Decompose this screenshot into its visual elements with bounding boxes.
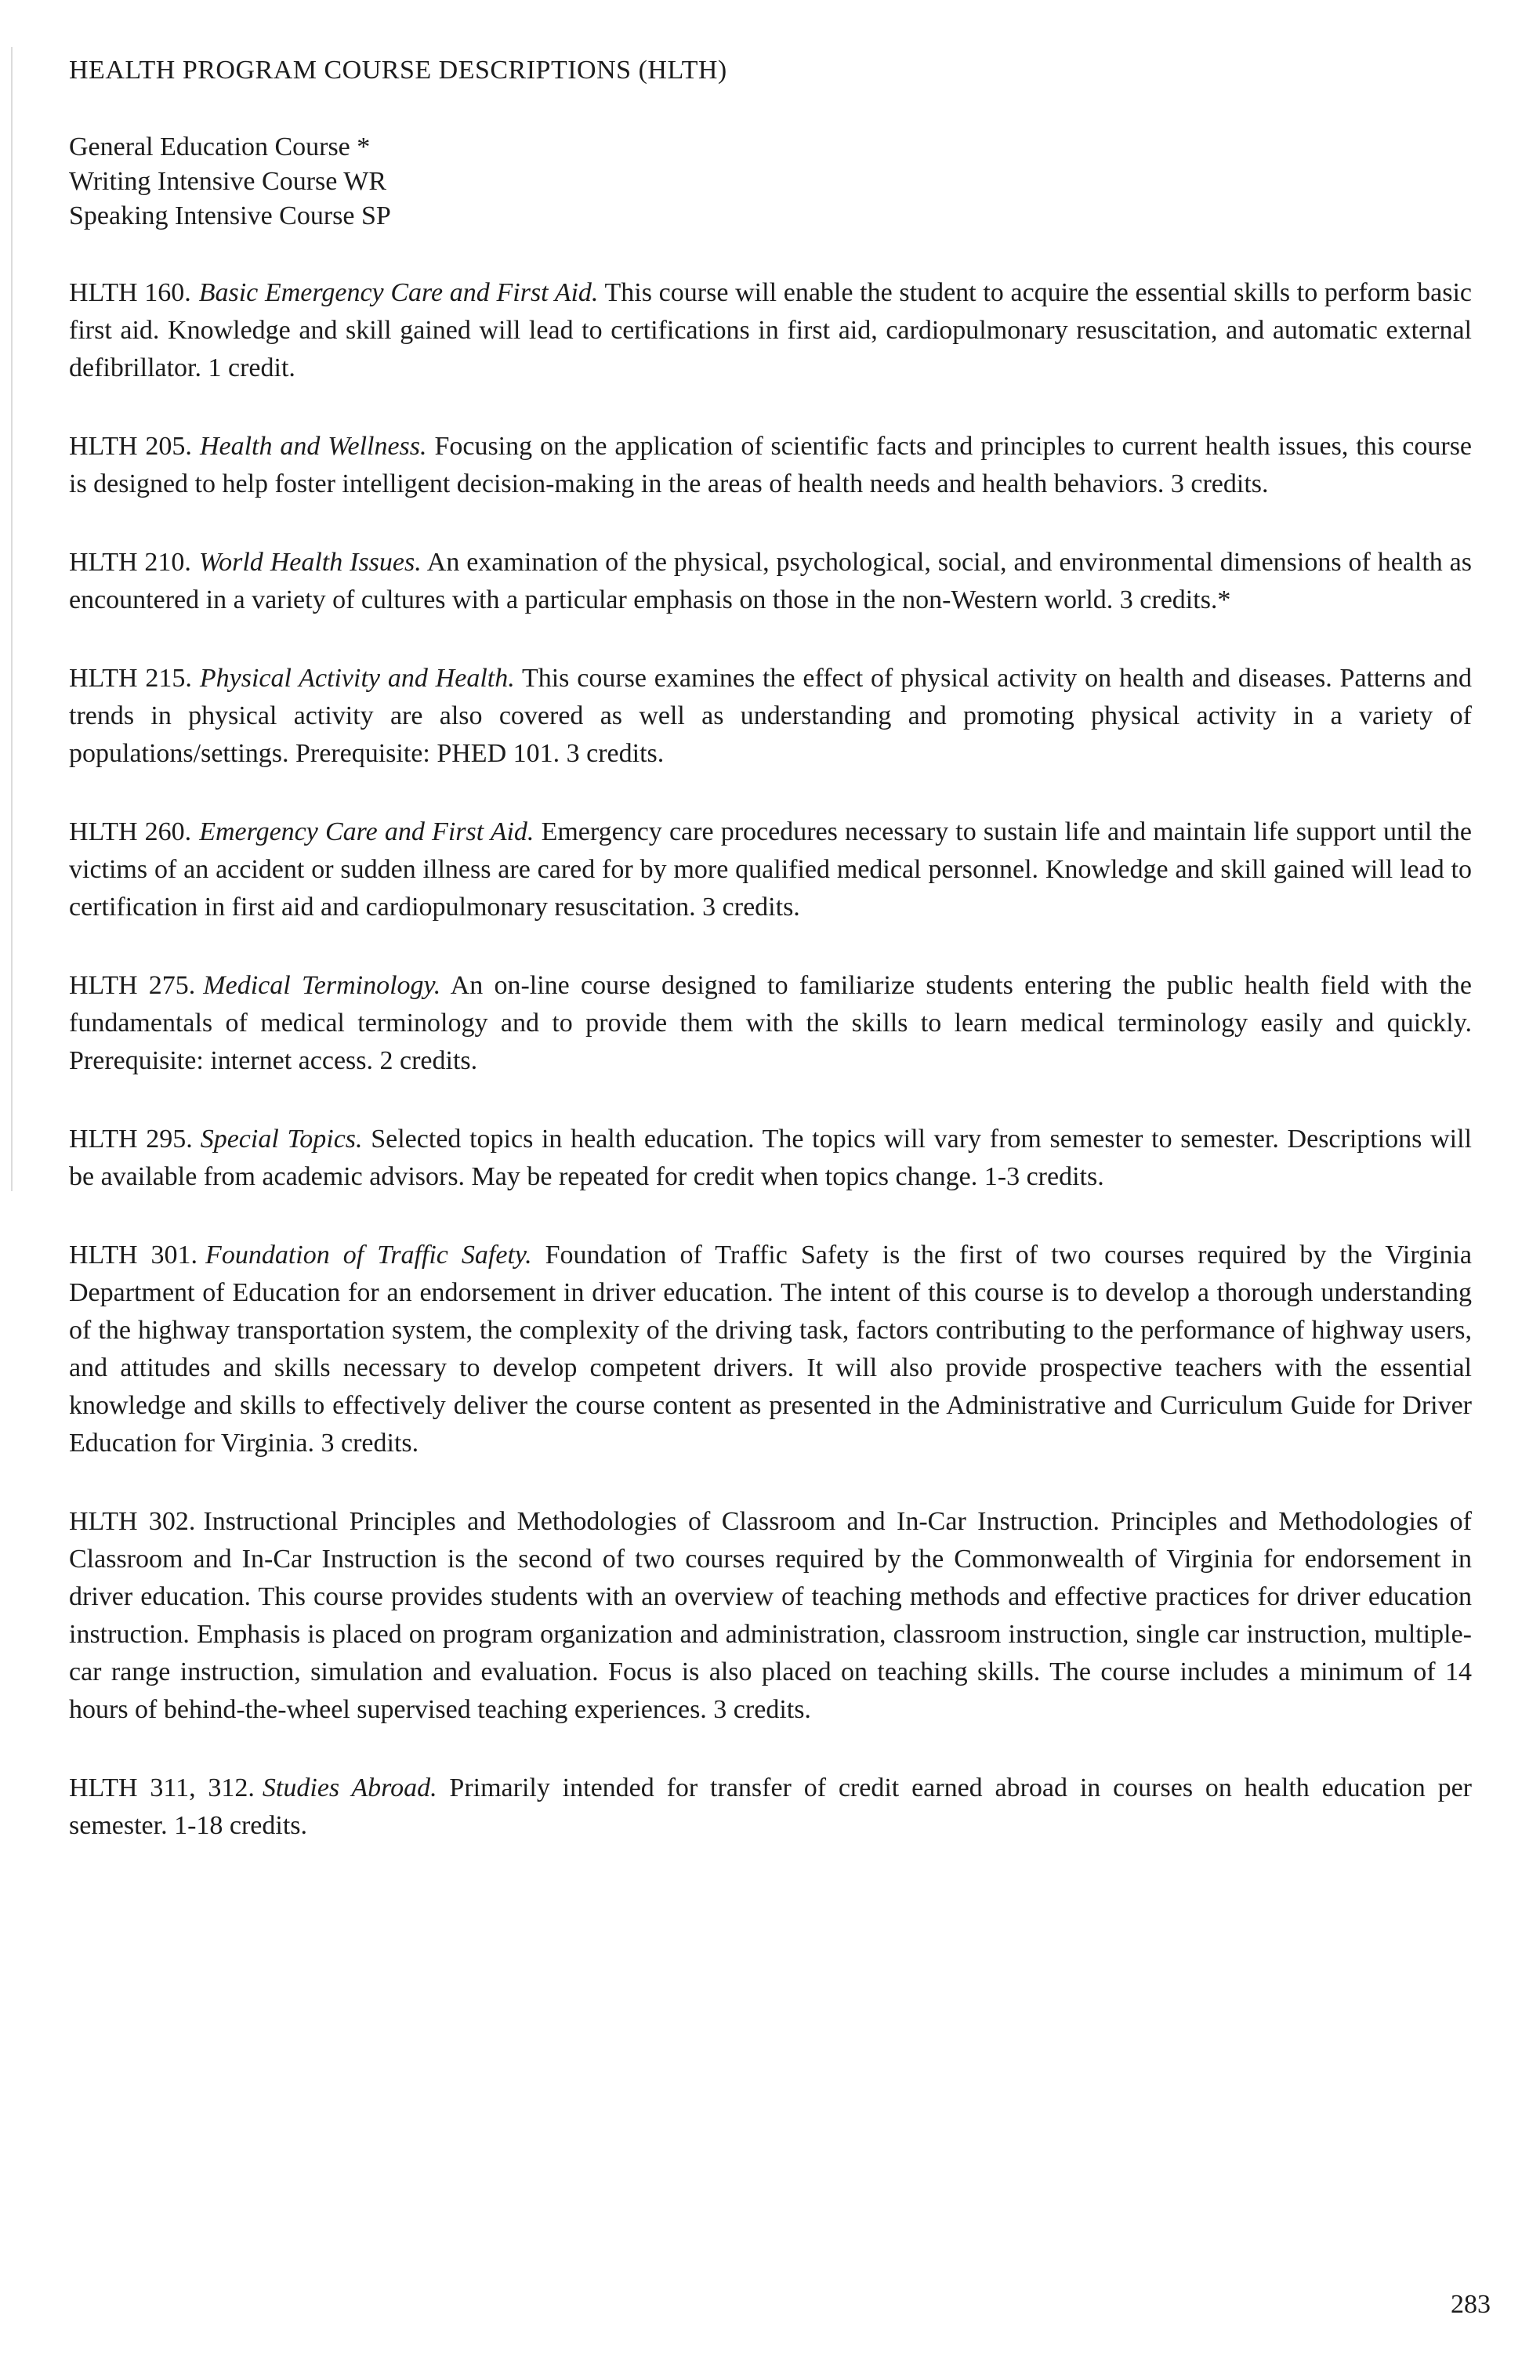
course-description: This course examines the effect of physical activity on health and diseases. Patterns and trends in physical activity are also covered as well as understanding and promoting physical activity in a variety of populations/settings. Prerequisite: PHED 101. 3 credits. [69, 664, 1473, 768]
course-code: HLTH 160. [69, 278, 191, 307]
course-catalog-page [69, 55, 1472, 1886]
course-code: HLTH 311, 312. [69, 1773, 255, 1802]
course-entry-hlth-275 [69, 967, 1472, 1080]
course-description: Instructional Principles and Methodologies of Classroom and In-Car Instruction. Principles and Methodologies of Classroom and In-Car Instruction is the second of two courses required by the Commonwealth of Virginia for endorsement in driver education. This course provides students with an overview of teaching methods and effective practices for driver education instruction. Emphasis is placed on program organization and administration, classroom instruction, single car instruction, multiple-car range instruction, simulation and evaluation. Focus is also placed on teaching skills. The course includes a minimum of 14 hours of behind-the-wheel supervised teaching experiences. 3 credits. [69, 1507, 1472, 1724]
legend-writing-intensive: Writing Intensive Course WR [69, 167, 386, 196]
course-description: This course will enable the student to acquire the essential skills to perform basic first aid. Knowledge and skill gained will lead to certifications in first aid, cardiopulmonary resuscitation, and automatic external defibrillator. 1 credit. [69, 278, 1472, 382]
course-entry-hlth-295 [69, 1121, 1472, 1196]
page-number: 283 [1451, 2290, 1491, 2319]
course-title: Basic Emergency Care and First Aid. [198, 278, 599, 307]
course-entry-hlth-205 [69, 428, 1472, 503]
course-description: Selected topics in health education. The topics will vary from semester to semester. Descriptions will be available from academic advisors. May be repeated for credit when topics change. 1-3 credits. [69, 1125, 1472, 1191]
scan-edge-line [11, 47, 13, 1191]
legend-general-education: General Education Course * [69, 132, 371, 161]
course-title: Physical Activity and Health. [199, 664, 515, 693]
course-description: Emergency care procedures necessary to sustain life and maintain life support until the victims of an accident or sudden illness are cared for by more qualified medical personnel. Knowledge and skill gained will lead to certification in first aid and cardiopulmonary resuscitation. 3 credits. [69, 817, 1472, 922]
course-entry-hlth-311-312 [69, 1770, 1472, 1845]
course-entry-hlth-210 [69, 544, 1472, 619]
course-entry-hlth-260 [69, 813, 1472, 926]
course-list [69, 274, 1472, 1845]
course-title: Studies Abroad. [262, 1773, 437, 1802]
course-entry-hlth-160 [69, 274, 1472, 387]
course-code: HLTH 205. [69, 432, 192, 461]
page-title: HEALTH PROGRAM COURSE DESCRIPTIONS (HLTH) [69, 56, 727, 85]
course-legend [69, 130, 1472, 234]
course-description: Focusing on the application of scientific facts and principles to current health issues, this course is designed to help foster intelligent decision-making in the areas of health needs and health behaviors. 3 credits. [69, 432, 1473, 498]
course-title: Medical Terminology. [203, 971, 441, 1000]
course-description: Foundation of Traffic Safety is the first of two courses required by the Virginia Department of Education for an endorsement in driver education. The intent of this course is to develop a thorough understanding of the highway transportation system, the complexity of the driving task, factors contributing to the performance of highway users, and attitudes and skills necessary to develop competent drivers. It will also provide prospective teachers with the essential knowledge and skills to effectively deliver the course content as presented in the Administrative and Curriculum Guide for Driver Education for Virginia. 3 credits. [69, 1241, 1473, 1458]
course-title: World Health Issues. [198, 548, 422, 577]
course-code: HLTH 295. [69, 1125, 193, 1154]
course-description: Primarily intended for transfer of credit earned abroad in courses on health education per semester. 1-18 credits. [69, 1773, 1473, 1840]
course-code: HLTH 210. [69, 548, 191, 577]
course-title: Special Topics. [200, 1125, 363, 1154]
course-code: HLTH 302. [69, 1507, 196, 1536]
course-code: HLTH 301. [69, 1241, 198, 1270]
course-code: HLTH 275. [69, 971, 196, 1000]
course-title: Foundation of Traffic Safety. [205, 1241, 532, 1270]
course-entry-hlth-302 [69, 1503, 1472, 1729]
legend-speaking-intensive: Speaking Intensive Course SP [69, 201, 391, 230]
course-entry-hlth-215 [69, 660, 1472, 773]
course-code: HLTH 260. [69, 817, 192, 846]
course-title: Emergency Care and First Aid. [199, 817, 534, 846]
course-title: Health and Wellness. [199, 432, 427, 461]
course-description: An on-line course designed to familiarize students entering the public health field with the fundamentals of medical terminology and to provide them with the skills to learn medical terminology easily and quickly. Prerequisite: internet access. 2 credits. [69, 971, 1472, 1075]
course-code: HLTH 215. [69, 664, 192, 693]
course-entry-hlth-301 [69, 1237, 1472, 1462]
course-description: An examination of the physical, psychological, social, and environmental dimensions of health as encountered in a variety of cultures with a particular emphasis on those in the non-Western world. 3 credits.* [69, 548, 1472, 614]
